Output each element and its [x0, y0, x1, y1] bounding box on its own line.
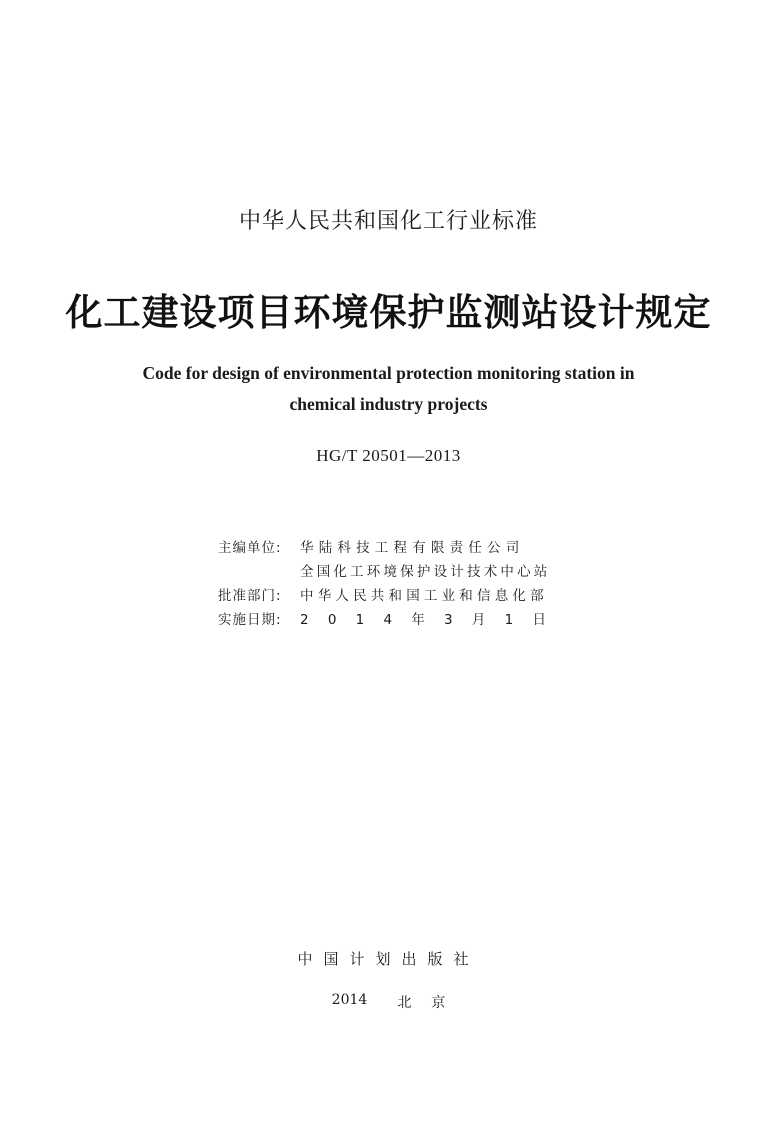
publication-city: 北京	[397, 995, 466, 1011]
approval-label: 批准部门:	[218, 588, 282, 604]
date-part: 2	[300, 612, 309, 628]
editor-value-2: 全国化工环境保护设计技术中心站	[300, 564, 551, 580]
date-part: 月	[471, 612, 486, 628]
editor-row	[218, 536, 551, 560]
document-title-english	[0, 358, 777, 420]
approval-value: 中华人民共和国工业和信息化部	[300, 588, 548, 604]
editor-row-2	[218, 560, 551, 584]
date-row	[218, 608, 551, 632]
publisher-name: 中国计划出版社	[297, 950, 480, 968]
editor-value-1: 华陆科技工程有限责任公司	[300, 540, 525, 556]
series-title: 中华人民共和国化工行业标准	[238, 209, 538, 234]
date-part: 1	[504, 612, 514, 628]
date-part: 日	[532, 612, 546, 628]
date-value	[300, 608, 546, 632]
standard-code: HG/T 20501—2013	[316, 446, 461, 465]
date-label: 实施日期:	[218, 612, 282, 628]
date-part: 1	[355, 612, 365, 628]
title-en-line-1: Code for design of environmental protection monitoring station in	[142, 363, 635, 383]
date-part: 3	[444, 612, 453, 628]
editor-label: 主编单位:	[218, 540, 282, 556]
date-part: 0	[327, 612, 337, 628]
publication-year: 2014	[331, 992, 368, 1008]
date-part: 4	[383, 612, 393, 628]
date-part: 年	[411, 612, 425, 628]
info-block	[218, 536, 551, 632]
document-title-chinese: 化工建设项目环境保护监测站设计规定	[65, 291, 712, 334]
title-en-line-2: chemical industry projects	[289, 394, 488, 414]
publication-place	[0, 992, 777, 1012]
approval-row	[218, 584, 551, 608]
